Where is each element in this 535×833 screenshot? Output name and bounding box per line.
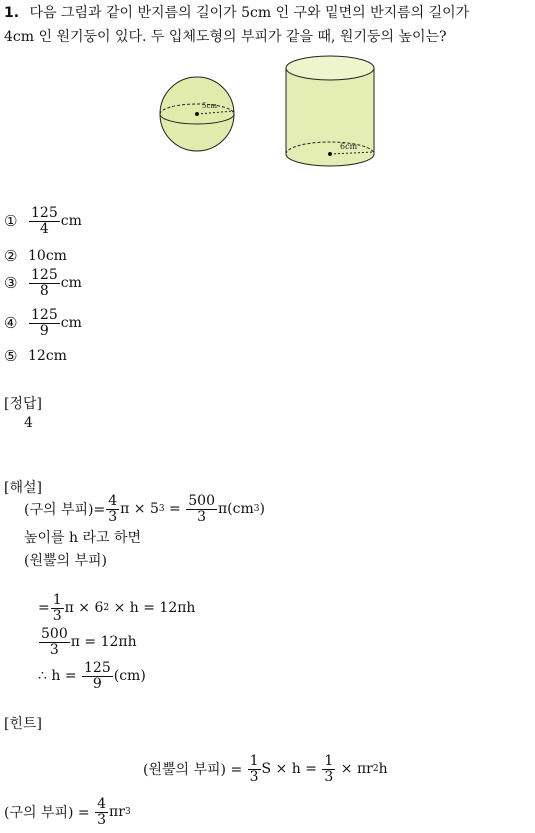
choice-fraction xyxy=(29,268,60,298)
solution-text: = xyxy=(164,501,186,518)
choice-marker: ② xyxy=(4,247,18,265)
fraction-numerator: 125 xyxy=(31,307,58,323)
fraction-numerator: 125 xyxy=(31,267,58,283)
fraction-numerator: 1 xyxy=(324,753,334,769)
solution-line-5 xyxy=(38,627,137,657)
solution-text: (cm) xyxy=(113,668,146,685)
solution-text: π(cm xyxy=(217,501,254,518)
choice-3[interactable] xyxy=(4,268,82,298)
fraction xyxy=(51,593,64,623)
choice-2[interactable] xyxy=(4,247,67,265)
choice-fraction xyxy=(29,308,60,338)
solution-line-6 xyxy=(38,661,146,691)
sphere-radius-label: 5cm xyxy=(202,102,218,110)
hint-line-2: (구의 부피) = $\frac{4}{3}$ πr 3 xyxy=(4,796,131,828)
cylinder-radius-label: 6cm xyxy=(340,142,358,151)
solution-text: ) xyxy=(259,501,265,518)
solution-line-4: = $\frac{1}{3}$ π × 6 2 × h = 12πh xyxy=(38,592,196,624)
fraction-denominator: 8 xyxy=(39,282,49,299)
fraction xyxy=(322,754,335,784)
fraction-numerator: 125 xyxy=(31,205,58,221)
choice-4[interactable] xyxy=(4,308,82,338)
fraction-numerator: 4 xyxy=(108,493,118,509)
solution-line-1: (구의 부피)= $\frac{4}{3}$ π × 5 3 = $\frac{500}{3}$ π(cm 3 ) xyxy=(24,493,265,525)
fraction xyxy=(248,754,261,784)
fraction-denominator: 3 xyxy=(97,811,107,828)
answer-label: [정답] xyxy=(4,396,42,412)
fraction xyxy=(39,627,70,657)
solution-text: π × 6 xyxy=(64,600,104,617)
fraction-numerator: 4 xyxy=(97,796,107,812)
solution-text: × h = 12πh xyxy=(109,600,196,617)
hint-text: πr xyxy=(109,804,125,821)
solution-text: π × 5 xyxy=(120,501,159,518)
choice-text: 12cm xyxy=(28,348,67,364)
fraction xyxy=(106,494,119,524)
figure-sphere-cylinder xyxy=(150,52,390,176)
hint-text: (구의 부피) = xyxy=(4,805,95,822)
hint-text: h xyxy=(378,761,388,778)
fraction-denominator: 9 xyxy=(92,675,102,692)
hint-text: × πr xyxy=(336,761,373,778)
solution-line-2: 높이를 h 라고 하면 xyxy=(24,530,142,546)
fraction-denominator: 3 xyxy=(324,768,334,785)
solution-text: ∴ h = xyxy=(38,668,82,685)
fraction xyxy=(186,494,217,524)
choice-unit: cm xyxy=(60,315,82,332)
choice-marker: ① xyxy=(4,212,18,231)
hint-line-1: (원뿔의 부피) = $\frac{1}{3}$ S × h = $\frac{1}{3}$ × πr 2 h xyxy=(143,753,388,785)
fraction-numerator: 1 xyxy=(52,592,62,608)
answer-value: 4 xyxy=(24,415,33,431)
choice-1[interactable] xyxy=(4,206,82,236)
fraction xyxy=(95,797,108,827)
solution-text: (구의 부피)= xyxy=(24,502,106,519)
fraction xyxy=(82,661,113,691)
sphere-shape xyxy=(160,77,234,151)
choice-text: 10cm xyxy=(28,248,67,264)
fraction-denominator: 3 xyxy=(249,768,259,785)
choice-marker: ④ xyxy=(4,314,18,333)
question-text-1: 다음 그림과 같이 반지름의 길이가 5cm 인 구와 밑면의 반지름의 길이가 xyxy=(29,5,470,21)
cylinder-shape xyxy=(286,56,374,166)
hint-text: S × h = xyxy=(261,761,322,778)
solution-line-3: (원뿔의 부피) xyxy=(24,553,107,569)
solution-text: π = 12πh xyxy=(70,634,137,651)
fraction-denominator: 9 xyxy=(39,322,49,339)
choice-marker: ③ xyxy=(4,274,18,293)
question-text-2: 4cm 인 원기둥이 있다. 두 입체도형의 부피가 같을 때, 원기둥의 높이는? xyxy=(4,29,447,45)
choice-unit: cm xyxy=(60,275,82,292)
choice-unit: cm xyxy=(60,213,82,230)
solution-text: = xyxy=(38,600,50,617)
fraction-denominator: 3 xyxy=(49,641,59,658)
fraction-numerator: 125 xyxy=(84,660,111,676)
hint-label: [힌트] xyxy=(4,716,42,732)
question-number: 1. xyxy=(4,5,20,21)
question-line-1 xyxy=(4,2,469,22)
choice-marker: ⑤ xyxy=(4,347,18,365)
fraction-denominator: 3 xyxy=(52,607,62,624)
choice-fraction xyxy=(29,206,60,236)
fraction-numerator: 500 xyxy=(41,626,68,642)
fraction-denominator: 3 xyxy=(197,508,207,525)
fraction-numerator: 500 xyxy=(188,493,215,509)
solution-label: [해설] xyxy=(4,480,42,496)
fraction-numerator: 1 xyxy=(249,753,259,769)
fraction-denominator: 3 xyxy=(108,508,118,525)
fraction-denominator: 4 xyxy=(39,220,49,237)
choice-5[interactable] xyxy=(4,347,67,365)
hint-text: (원뿔의 부피) = xyxy=(143,762,247,779)
